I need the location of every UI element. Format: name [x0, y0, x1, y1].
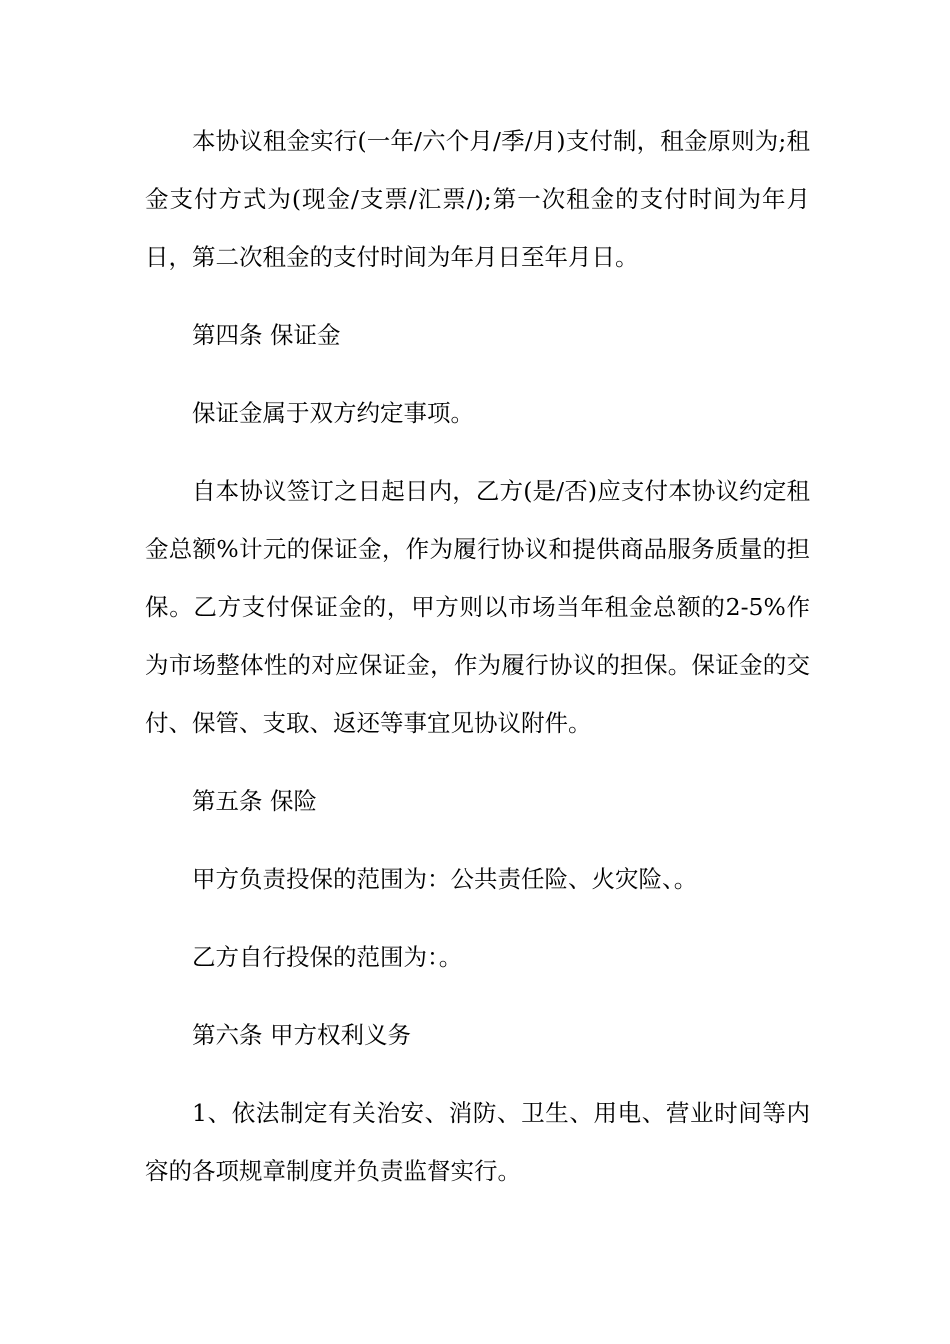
paragraph-rent-payment: 本协议租金实行(一年/六个月/季/月)支付制，租金原则为;租金支付方式为(现金/支票/汇票/);第一次租金的支付时间为年月日，第二次租金的支付时间为年月日至年月日。	[145, 127, 810, 271]
heading-article-4-deposit: 第四条 保证金	[192, 321, 341, 349]
heading-article-6-party-a-rights: 第六条 甲方权利义务	[192, 1021, 411, 1049]
document-body	[145, 112, 810, 1220]
paragraph-deposit-details: 自本协议签订之日起日内，乙方(是/否)应支付本协议约定租金总额%计元的保证金，作为履行协议和提供商品服务质量的担保。乙方支付保证金的，甲方则以市场当年租金总额的2-5%作为市场整体性的对应保证金，作为履行协议的担保。保证金的交付、保管、支取、返还等事宜见协议附件。	[145, 477, 810, 737]
paragraph-party-b-insurance: 乙方自行投保的范围为：。	[192, 943, 463, 971]
paragraph-party-a-insurance: 甲方负责投保的范围为：公共责任险、火灾险、。	[192, 865, 698, 893]
paragraph-deposit-agreement: 保证金属于双方约定事项。	[192, 399, 474, 427]
paragraph-rules-supervision: 1、依法制定有关治安、消防、卫生、用电、营业时间等内容的各项规章制度并负责监督实行。	[145, 1099, 810, 1185]
heading-article-5-insurance: 第五条 保险	[192, 787, 317, 815]
